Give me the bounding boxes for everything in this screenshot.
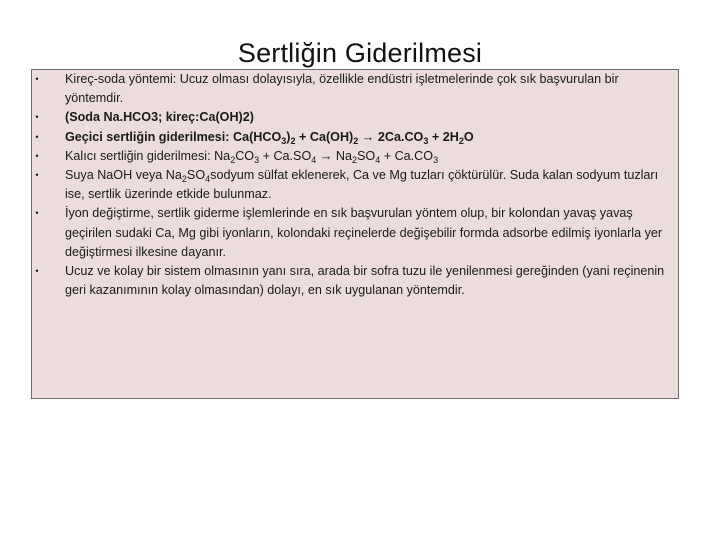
bullet-text: SO: [357, 148, 376, 163]
subscript-text: 4: [375, 154, 381, 165]
bullet-item: [32, 262, 678, 300]
bullet-text: SO: [186, 168, 206, 183]
bullet-text: CO: [235, 148, 255, 163]
bullet-text: + 2H: [428, 129, 459, 144]
bullet-text: ): [286, 129, 291, 144]
bullet-text: İyon değiştirme, sertlik giderme işlemlerinde en sık başvurulan yöntem olup, bir kolondan yavaş yavaş geçirilen sudaki Ca, Mg gibi iyonların, kolondaki reçinelerde değişebilir formda adsorbe edilmiş iyonlarla yer değiştirmesi ilkesine dayanır.: [65, 206, 663, 259]
bullet-dot-icon: •: [35, 150, 39, 161]
bullet-item: [32, 204, 678, 262]
bullet-item: [32, 70, 678, 108]
subscript-text: 2: [351, 154, 357, 165]
bullet-text: Ucuz ve kolay bir sistem olmasının yanı sıra, arada bir sofra tuzu ile yenilenmesi gereğinden (yani reçinenin geri kazanımının kolay olmasından) dolayı, en sık uygulanan yöntemdir.: [65, 264, 665, 298]
slide-title: Sertliğin Giderilmesi: [237, 38, 483, 68]
bullet-item: [32, 128, 678, 147]
subscript-text: 2: [230, 154, 236, 165]
subscript-text: 2: [290, 135, 296, 146]
bullet-item: [32, 108, 678, 127]
bullet-text: Kalıcı sertliğin giderilmesi: Na: [65, 148, 231, 163]
subscript-text: 3: [423, 135, 429, 146]
bullet-list: [32, 70, 678, 300]
bullet-text: O: [463, 129, 474, 144]
bullet-text: (Soda Na.HCO3; kireç:Ca(OH)2): [65, 110, 254, 125]
subscript-text: 3: [254, 154, 260, 165]
bullet-text: + Ca.SO: [259, 148, 312, 163]
bullet-text: sodyum sülfat eklenerek, Ca ve Mg tuzları çöktürülür. Suda kalan sodyum tuzları ise, sertlik üzerinde etkide bulunmaz.: [65, 168, 659, 202]
bullet-text: Suya NaOH veya Na: [65, 168, 182, 183]
content-box: [31, 69, 679, 399]
bullet-text: + Ca.CO: [380, 148, 434, 163]
subscript-text: 2: [458, 135, 464, 146]
bullet-text: → Na: [316, 148, 352, 163]
bullet-text: + Ca(OH): [295, 129, 354, 144]
subscript-text: 3: [281, 135, 287, 146]
bullet-dot-icon: •: [35, 266, 39, 277]
bullet-dot-icon: •: [35, 112, 39, 123]
bullet-text: → 2Ca.CO: [358, 129, 424, 144]
subscript-text: 4: [205, 174, 211, 185]
bullet-item: [32, 166, 678, 204]
bullet-dot-icon: •: [35, 74, 39, 84]
bullet-dot-icon: •: [35, 131, 39, 142]
bullet-dot-icon: •: [35, 170, 39, 181]
bullet-text: Kireç-soda yöntemi: Ucuz olması dolayısıyla, özellikle endüstri işletmelerinde çok sık başvurulan bir yöntemdir.: [65, 72, 619, 106]
subscript-text: 3: [433, 154, 439, 165]
bullet-item: [32, 147, 678, 166]
subscript-text: 2: [353, 135, 359, 146]
subscript-text: 4: [311, 154, 317, 165]
bullet-dot-icon: •: [35, 208, 39, 219]
bullet-text: Geçici sertliğin giderilmesi: Ca(HCO: [65, 129, 282, 144]
subscript-text: 2: [181, 174, 187, 185]
